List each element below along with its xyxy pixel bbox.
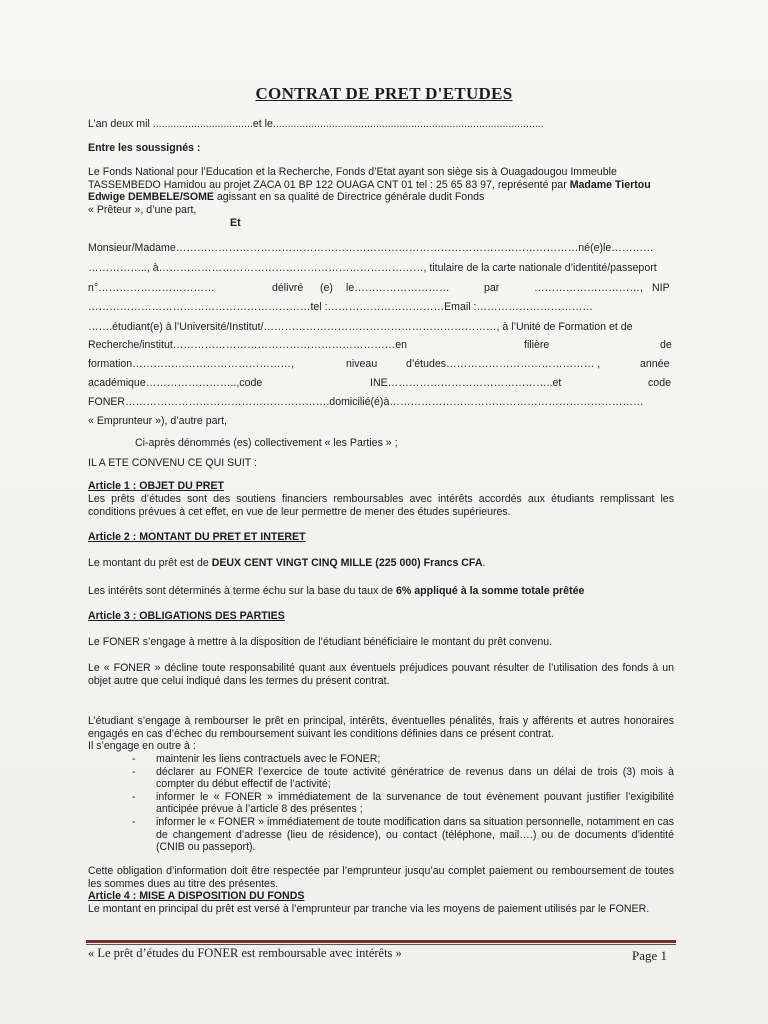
form-word-nip: NIP (652, 282, 670, 294)
list-item: - déclarer au FONER l’exercice de toute activité génératrice de revenus dans un délai de trois (3) mois à compter du début effectif de l’activité; (88, 766, 674, 791)
article-1-text: Les prêts d’études sont des soutiens financiers remboursables avec intérêts accordés aux étudiants remplissant les conditions prévues à cet effet, en vue de leur permettre de mener des études supérieures. (88, 493, 674, 518)
form-word-niveau: niveau (346, 358, 378, 370)
list-item: - maintenir les liens contractuels avec le FONER; (88, 753, 674, 766)
lender-text-2: agissant en sa qualité de Directrice générale dudit Fonds (213, 191, 485, 204)
article-3-title: Article 3 : OBLIGATIONS DES PARTIES (88, 610, 285, 622)
lender-text-1: Le Fonds National pour l’Education et la Recherche, Fonds d’Etat ayant son siège sis à Ouagadougou Immeuble TASSEMBEDO Hamidou au projet ZACA 01 BP 122 OUAGA CNT 01 tel : 25 65 83 97, représenté par (88, 166, 617, 191)
form-word-par: par (484, 282, 500, 294)
article-2-amount-text: Le montant du prêt est de (88, 557, 212, 569)
article-2-interest (88, 585, 674, 598)
form-line-name: Monsieur/Madame……………………………………………………………………………………………………né(e)le………… (88, 242, 654, 254)
article-2-interest-rate: 6% appliqué à la somme totale prêtée (395, 585, 585, 597)
form-word-de: de (660, 339, 672, 351)
and-label: Et (230, 217, 241, 229)
form-word-filiere: filière (524, 339, 550, 351)
article-3-para-5: Cette obligation d’information doit être respectée par l’emprunteur jusqu’au complet paiement ou remboursement de toutes les sommes dues au titre des présentes. (88, 865, 674, 890)
article-3-para-3: L’étudiant s’engage à rembourser le prêt en principal, intérêts, éventuelles pénalités, frais y afférents et autres honoraires engagés en cas d’échec du remboursement suivant les conditions définies dans ce présent contrat. (88, 715, 674, 740)
date-line: L’an deux mil ..................................et le............................................................................................ (88, 118, 544, 130)
article-3-para-4: Il s’engage en outre à : (88, 740, 196, 752)
article-3-obligations-list (88, 753, 674, 854)
parties-heading: Entre les soussignés : (88, 142, 201, 154)
form-word-etudes: d’études…………………………………… , (406, 358, 601, 370)
article-2-amount-value: DEUX CENT VINGT CINQ MILLE (225 000) Francs CFA (211, 557, 483, 569)
form-word-le: le……………………… (346, 282, 450, 294)
list-item: - informer le « FONER » immédiatement de toute modification dans sa situation personnelle, notamment en cas de changement d’adresse (lieu de résidence), ou contact (téléphone, mail….) ou de documents d’identité (CNIB ou passeport). (88, 816, 674, 854)
lender-representative: Madame Tiertou Edwige DEMBELE/SOME (88, 178, 651, 204)
form-line-institute: Recherche/institut………………………………………………………en (88, 339, 408, 351)
document-title: CONTRAT DE PRET D'ETUDES (255, 84, 513, 103)
form-line-contact: ………………………………………………………tel :……………………………Email :…………………………… (88, 301, 593, 313)
lender-role: « Prêteur », d’une part, (88, 203, 197, 216)
form-line-parties: Ci-après dénommés (es) collectivement « les Parties » ; (135, 437, 398, 449)
form-line-academique: académique……………………..,code (88, 377, 263, 389)
form-line-convenu: IL A ETE CONVENU CE QUI SUIT : (88, 457, 257, 469)
form-word-delivre: délivré (272, 282, 304, 294)
article-3-para-1: Le FONER s’engage à mettre à la disposition de l’étudiant bénéficiaire le montant du prêt convenu. (88, 636, 553, 648)
article-2-amount (88, 557, 674, 570)
page-number: Page 1 (632, 948, 668, 963)
footer-rule (86, 940, 676, 943)
form-word-ine: INE………………………………………..et (370, 377, 562, 389)
footer-quote: « Le prêt d’études du FONER est remboursable avec intérêts » (88, 946, 402, 960)
form-word-annee: année (640, 358, 670, 370)
footer-rule-thin (86, 944, 676, 945)
list-item: - informer le « FONER » immédiatement de la survenance de tout évènement pouvant justifier l’exigibilité anticipée prévue à l’article 8 des présentes ; (88, 791, 674, 816)
form-line-foner: FONER………………………………………………….domicilié(é)à……………………………………………………………… (88, 396, 644, 408)
form-line-university: …….étudiant(e) à l’Université/Institut/…………………………………………………………, à l’Unité de Formation et de (88, 321, 633, 333)
article-2-amount-end: . (482, 557, 486, 569)
article-1-title: Article 1 : OBJET DU PRET (88, 480, 224, 492)
form-line-borrower: « Emprunteur »), d’autre part, (88, 415, 227, 427)
article-2-title: Article 2 : MONTANT DU PRET ET INTERET (88, 531, 306, 543)
form-word-code: code (648, 377, 671, 389)
article-3-para-2: Le « FONER » décline toute responsabilité quant aux éventuels préjudices pouvant résulter de l’utilisation des fonds à un objet autre que celui indiqué dans les termes du présent contrat. (88, 662, 674, 687)
lender-paragraph (88, 166, 674, 216)
article-4-title: Article 4 : MISE A DISPOSITION DU FONDS (88, 890, 305, 902)
form-line-formation: formation………………………………………, (88, 358, 295, 370)
article-4-text: Le montant en principal du prêt est versé à l’emprunteur par tranche via les moyens de paiement utilisés par le FONER. (88, 903, 650, 915)
form-word-e: (e) (320, 282, 333, 294)
article-2-interest-text: Les intérêts sont déterminés à terme échu sur la base du taux de (88, 585, 396, 597)
form-line-birthplace: …………….., à…………………………………………………………………, titulaire de la carte nationale d’identité/passeport (88, 262, 657, 274)
form-line-idnum: n°…………………………… (88, 282, 215, 294)
form-word-par-dots: …………………………, (534, 282, 643, 294)
